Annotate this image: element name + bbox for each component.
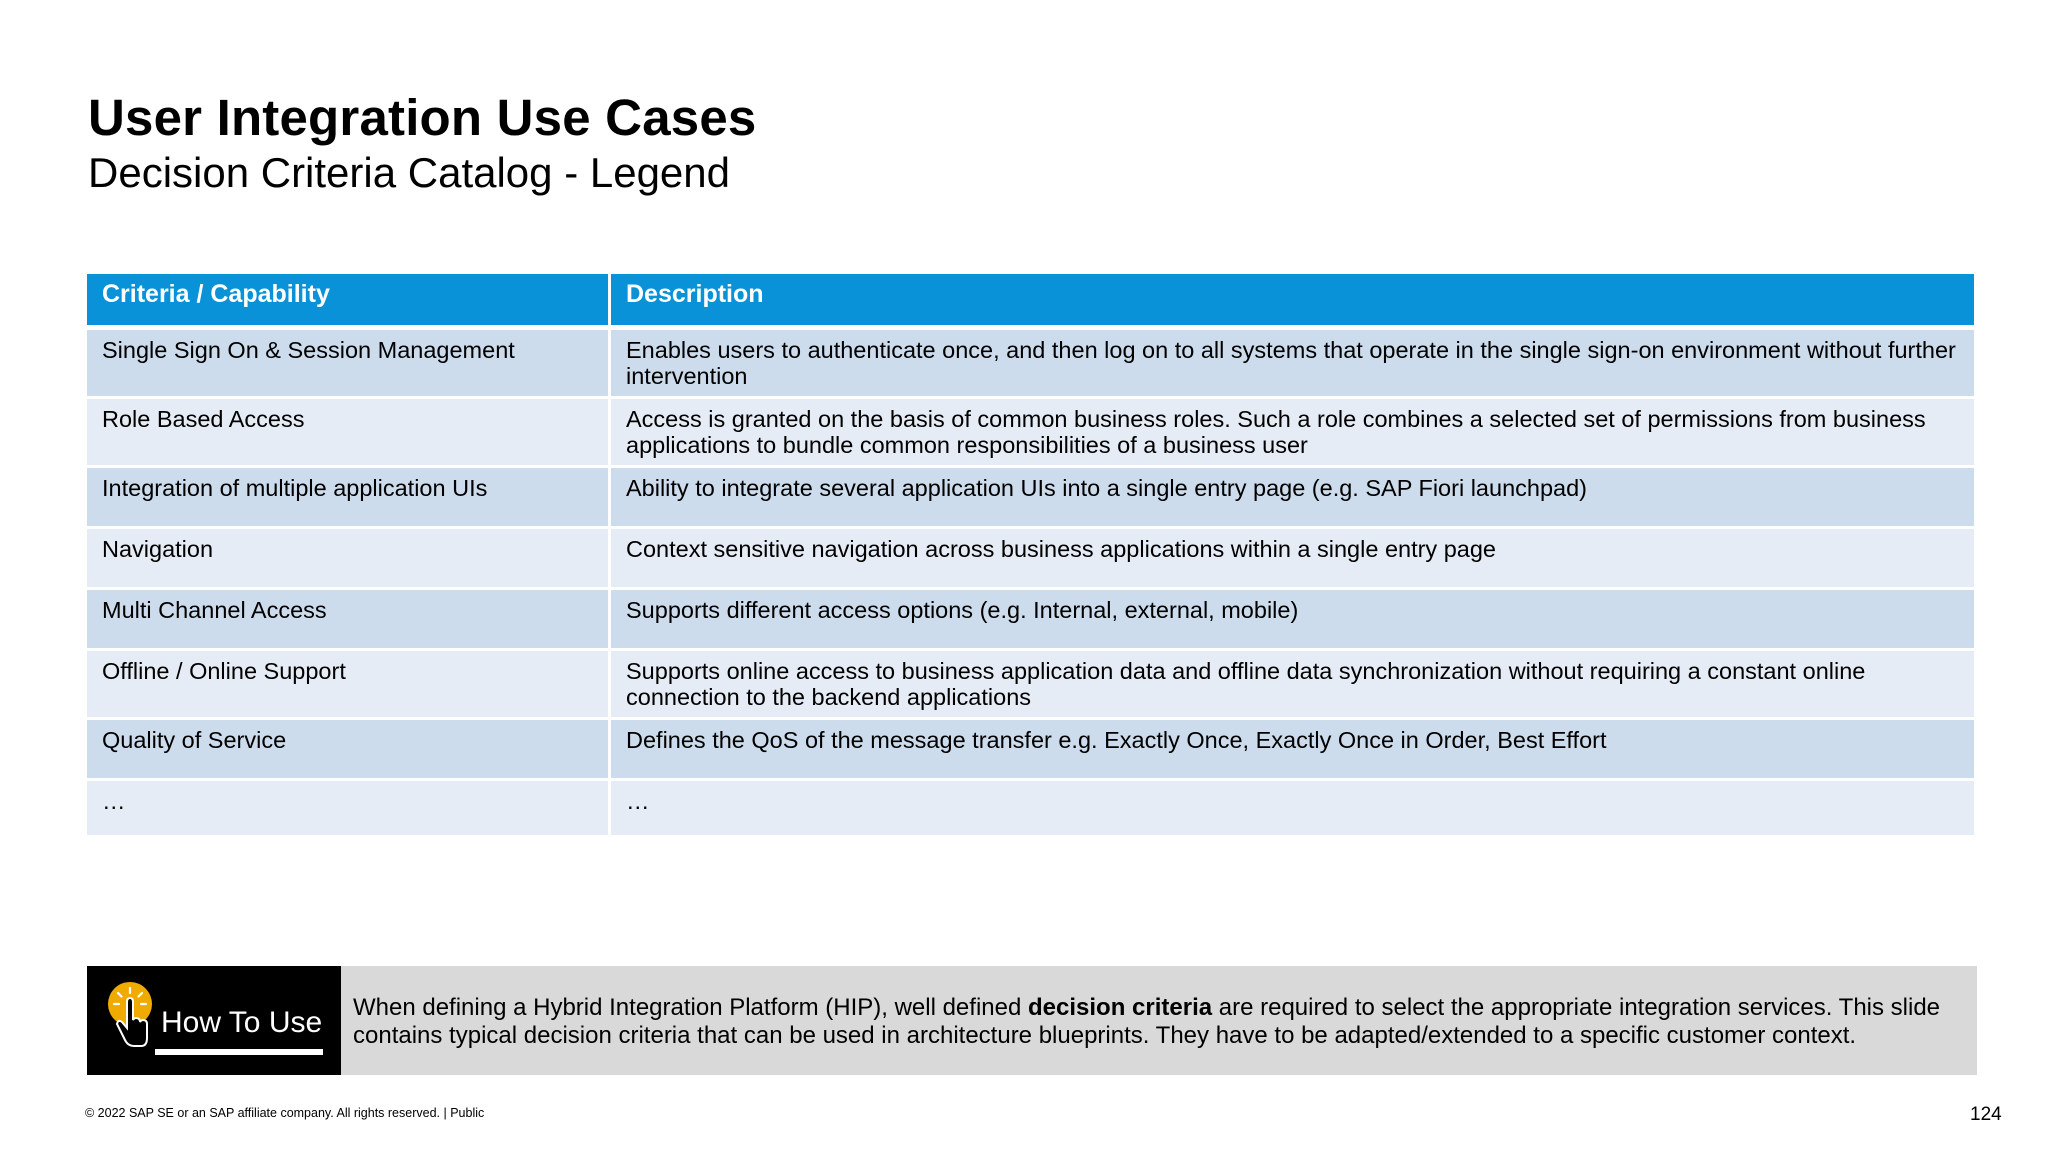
- column-header-description: Description: [611, 274, 1974, 325]
- description-cell: Defines the QoS of the message transfer e.g. Exactly Once, Exactly Once in Order, Best Effort: [611, 720, 1974, 778]
- table-row: [87, 468, 1974, 526]
- criteria-cell: Role Based Access: [87, 399, 608, 465]
- table-row: [87, 720, 1974, 778]
- description-cell: Ability to integrate several application UIs into a single entry page (e.g. SAP Fiori launchpad): [611, 468, 1974, 526]
- criteria-cell: Quality of Service: [87, 720, 608, 778]
- column-header-criteria: Criteria / Capability: [87, 274, 608, 325]
- description-cell: …: [611, 781, 1974, 835]
- criteria-cell: Multi Channel Access: [87, 590, 608, 648]
- description-cell: Access is granted on the basis of common business roles. Such a role combines a selected set of permissions from business applications to bundle common responsibilities of a business user: [611, 399, 1974, 465]
- table-row: [87, 781, 1974, 835]
- table-header-row: [87, 274, 1974, 325]
- table-row: [87, 590, 1974, 648]
- description-cell: Supports different access options (e.g. Internal, external, mobile): [611, 590, 1974, 648]
- criteria-cell: …: [87, 781, 608, 835]
- page-number: 124: [1970, 1104, 2002, 1125]
- description-cell: Context sensitive navigation across business applications within a single entry page: [611, 529, 1974, 587]
- criteria-table: [87, 274, 1974, 838]
- how-to-use-text: [341, 966, 1977, 1075]
- copyright-footer: © 2022 SAP SE or an SAP affiliate company. All rights reserved. | Public: [85, 1106, 485, 1120]
- how-to-use-box: [87, 966, 1977, 1075]
- table-row: [87, 651, 1974, 717]
- how-to-use-underline: [155, 1049, 323, 1055]
- how-to-use-text-part: When defining a Hybrid Integration Platform (HIP), well defined: [353, 994, 1028, 1021]
- description-cell: Supports online access to business application data and offline data synchronization without requiring a constant online connection to the backend applications: [611, 651, 1974, 717]
- criteria-cell: Offline / Online Support: [87, 651, 608, 717]
- page-title: User Integration Use Cases: [88, 89, 757, 146]
- criteria-cell: Navigation: [87, 529, 608, 587]
- table-row: [87, 399, 1974, 465]
- description-cell: Enables users to authenticate once, and then log on to all systems that operate in the single sign-on environment without further intervention: [611, 330, 1974, 396]
- how-to-use-text-part: are required to select the appropriate integration services. This slide contains typical decision criteria that can be used in architecture blueprints. They have to be adapted/extended to a specific customer context.: [353, 994, 1941, 1049]
- criteria-cell: Single Sign On & Session Management: [87, 330, 608, 396]
- how-to-use-badge: [87, 966, 341, 1075]
- hand-pointer-icon: [101, 980, 161, 1060]
- table-row: [87, 330, 1974, 396]
- table-row: [87, 529, 1974, 587]
- page-subtitle: Decision Criteria Catalog - Legend: [88, 149, 730, 196]
- how-to-use-text-emphasis: decision criteria: [1028, 994, 1213, 1021]
- how-to-use-label: How To Use: [161, 1006, 323, 1039]
- criteria-cell: Integration of multiple application UIs: [87, 468, 608, 526]
